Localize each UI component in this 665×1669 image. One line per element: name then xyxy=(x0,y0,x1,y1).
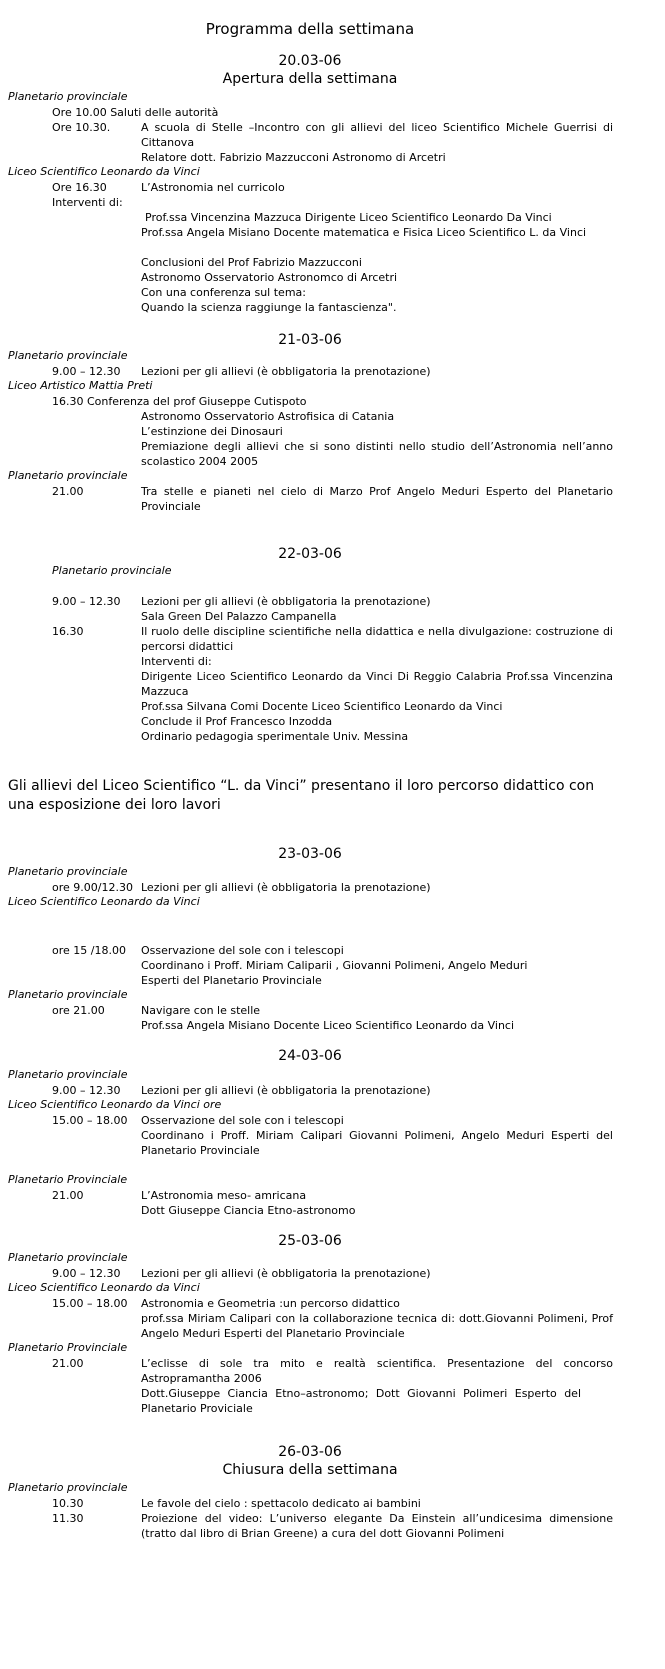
day5-time: 15.00 – 18.00 xyxy=(52,1114,128,1127)
day7-venue-1: Planetario provinciale xyxy=(8,1481,128,1494)
day6-date: 25-03-06 xyxy=(278,1233,342,1249)
page-title: Programma della settimana xyxy=(205,20,415,38)
day2-time: 21.00 xyxy=(52,485,84,498)
day1-row: L’Astronomia nel curricolo xyxy=(141,181,285,194)
day7-time: 11.30 xyxy=(52,1512,84,1525)
day7-time: 10.30 xyxy=(52,1497,84,1510)
day3-row: Ordinario pedagogia sperimentale Univ. Messina xyxy=(141,730,409,743)
day1-row: Ore 10.00 Saluti delle autorità xyxy=(52,106,219,119)
day2-venue-3: Planetario provinciale xyxy=(8,469,128,482)
day1-row: Prof.ssa Vincenzina Mazzuca Dirigente Liceo Scientifico Leonardo Da Vinci xyxy=(145,211,552,224)
day5-venue-2: Liceo Scientifico Leonardo da Vinci ore xyxy=(8,1098,222,1111)
day3-row: Dirigente Liceo Scientifico Leonardo da Vinci Di Reggio Calabria Prof.ssa Vincenzina Mazzuca xyxy=(141,670,613,698)
day1-row: A scuola di Stelle –Incontro con gli allievi del liceo Scientifico Michele Guerrisi di Cittanova xyxy=(141,121,613,149)
day1-time: Ore 10.30. xyxy=(52,121,111,134)
day1-time: Ore 16.30 xyxy=(52,181,107,194)
day3-row: Prof.ssa Silvana Comi Docente Liceo Scientifico Leonardo da Vinci xyxy=(141,700,503,713)
day3-row: Interventi di: xyxy=(141,655,212,668)
day1-venue-2: Liceo Scientifico Leonardo da Vinci xyxy=(8,165,200,178)
day2-time: 9.00 – 12.30 xyxy=(52,365,121,378)
day2-row: 16.30 Conferenza del prof Giuseppe Cutispoto xyxy=(52,395,307,408)
day4-row: Navigare con le stelle xyxy=(141,1004,261,1017)
exhibition-note: Gli allievi del Liceo Scientifico “L. da Vinci” presentano il loro percorso didattico con una esposizione dei loro lavori xyxy=(8,778,595,813)
day2-row: Premiazione degli allievi che si sono distinti nello studio dell’Astronomia nell’anno scolastico 2004 2005 xyxy=(141,440,613,468)
day5-venue-1: Planetario provinciale xyxy=(8,1068,128,1081)
day3-row: Conclude il Prof Francesco Inzodda xyxy=(141,715,333,728)
day4-venue-1: Planetario provinciale xyxy=(8,865,128,878)
day2-venue-1: Planetario provinciale xyxy=(8,349,128,362)
day4-row: Esperti del Planetario Provinciale xyxy=(141,974,322,987)
day1-row: Astronomo Osservatorio Astronomco di Arcetri xyxy=(141,271,398,284)
day5-row: Osservazione del sole con i telescopi xyxy=(141,1114,344,1127)
day7-date: 26-03-06 xyxy=(278,1444,342,1460)
day1-row: Conclusioni del Prof Fabrizio Mazzucconi xyxy=(141,256,362,269)
day1-row: Quando la scienza raggiunge la fantascienza". xyxy=(141,301,397,314)
day1-row: Con una conferenza sul tema: xyxy=(141,286,306,299)
day7-row: Proiezione del video: L’universo elegante Da Einstein all’undicesima dimensione (tratto dal libro di Brian Greene) a cura del dott Giovanni Polimeni xyxy=(141,1512,613,1540)
day5-row: Lezioni per gli allievi (è obbligatoria la prenotazione) xyxy=(141,1084,431,1097)
day6-row: Astronomia e Geometria :un percorso didattico xyxy=(141,1297,400,1310)
day5-row: L’Astronomia meso- amricana xyxy=(141,1189,307,1202)
day3-venue-1: Planetario provinciale xyxy=(52,564,172,577)
day2-venue-2: Liceo Artistico Mattia Preti xyxy=(8,379,153,392)
day2-row: L’estinzione dei Dinosauri xyxy=(141,425,283,438)
day2-row: Lezioni per gli allievi (è obbligatoria la prenotazione) xyxy=(141,365,431,378)
day6-venue-2: Liceo Scientifico Leonardo da Vinci xyxy=(8,1281,200,1294)
day4-date: 23-03-06 xyxy=(278,846,342,862)
day5-row: Dott Giuseppe Ciancia Etno-astronomo xyxy=(141,1204,356,1217)
day3-row: Il ruolo delle discipline scientifiche nella didattica e nella divulgazione: costruzione di percorsi didattici xyxy=(141,625,613,653)
day3-row: Sala Green Del Palazzo Campanella xyxy=(141,610,337,623)
day1-date: 20.03-06 xyxy=(278,53,342,69)
day1-row: Prof.ssa Angela Misiano Docente matematica e Fisica Liceo Scientifico L. da Vinci xyxy=(141,226,587,239)
day3-time: 16.30 xyxy=(52,625,84,638)
day1-row: Interventi di: xyxy=(52,196,123,209)
day2-row: Astronomo Osservatorio Astrofisica di Catania xyxy=(141,410,395,423)
day6-row: Lezioni per gli allievi (è obbligatoria la prenotazione) xyxy=(141,1267,431,1280)
day1-subtitle: Apertura della settimana xyxy=(222,71,398,87)
day4-venue-2: Liceo Scientifico Leonardo da Vinci xyxy=(8,895,200,908)
day4-row: Lezioni per gli allievi (è obbligatoria la prenotazione) xyxy=(141,881,431,894)
day7-row: Le favole del cielo : spettacolo dedicato ai bambini xyxy=(141,1497,421,1510)
day2-date: 21-03-06 xyxy=(278,332,342,348)
day1-row: Relatore dott. Fabrizio Mazzucconi Astronomo di Arcetri xyxy=(141,151,446,164)
day5-time: 9.00 – 12.30 xyxy=(52,1084,121,1097)
day4-row: Osservazione del sole con i telescopi xyxy=(141,944,344,957)
day4-row: Coordinano i Proff. Miriam Caliparii , Giovanni Polimeni, Angelo Meduri xyxy=(141,959,528,972)
day4-venue-3: Planetario provinciale xyxy=(8,988,128,1001)
day6-time: 21.00 xyxy=(52,1357,84,1370)
day3-row: Lezioni per gli allievi (è obbligatoria la prenotazione) xyxy=(141,595,431,608)
day6-row: prof.ssa Miriam Calipari con la collaborazione tecnica di: dott.Giovanni Polimeni, Prof Angelo Meduri Esperti del Planetario Provinciale xyxy=(141,1312,613,1340)
day5-date: 24-03-06 xyxy=(278,1048,342,1064)
day4-row: Prof.ssa Angela Misiano Docente Liceo Scientifico Leonardo da Vinci xyxy=(141,1019,515,1032)
day2-row: Tra stelle e pianeti nel cielo di Marzo Prof Angelo Meduri Esperto del Planetario Provinciale xyxy=(141,485,613,513)
day6-venue-3: Planetario Provinciale xyxy=(8,1341,128,1354)
day4-time: ore 21.00 xyxy=(52,1004,105,1017)
day7-subtitle: Chiusura della settimana xyxy=(222,1462,398,1478)
day6-time: 9.00 – 12.30 xyxy=(52,1267,121,1280)
day3-time: 9.00 – 12.30 xyxy=(52,595,121,608)
day6-row: L’eclisse di sole tra mito e realtà scientifica. Presentazione del concorso Astropramantha 2006 xyxy=(141,1357,613,1385)
day6-row: Dott.Giuseppe Ciancia Etno–astronomo; Dott Giovanni Polimeri Esperto del Planetario Proviciale xyxy=(141,1387,581,1415)
day1-venue-1: Planetario provinciale xyxy=(8,90,128,103)
day3-date: 22-03-06 xyxy=(278,546,342,562)
day5-time: 21.00 xyxy=(52,1189,84,1202)
day4-time: ore 9.00/12.30 xyxy=(52,881,133,894)
day4-time: ore 15 /18.00 xyxy=(52,944,126,957)
day6-venue-1: Planetario provinciale xyxy=(8,1251,128,1264)
day5-row: Coordinano i Proff. Miriam Calipari Giovanni Polimeni, Angelo Meduri Esperti del Planetario Provinciale xyxy=(141,1129,613,1157)
day5-venue-3: Planetario Provinciale xyxy=(8,1173,128,1186)
day6-time: 15.00 – 18.00 xyxy=(52,1297,128,1310)
